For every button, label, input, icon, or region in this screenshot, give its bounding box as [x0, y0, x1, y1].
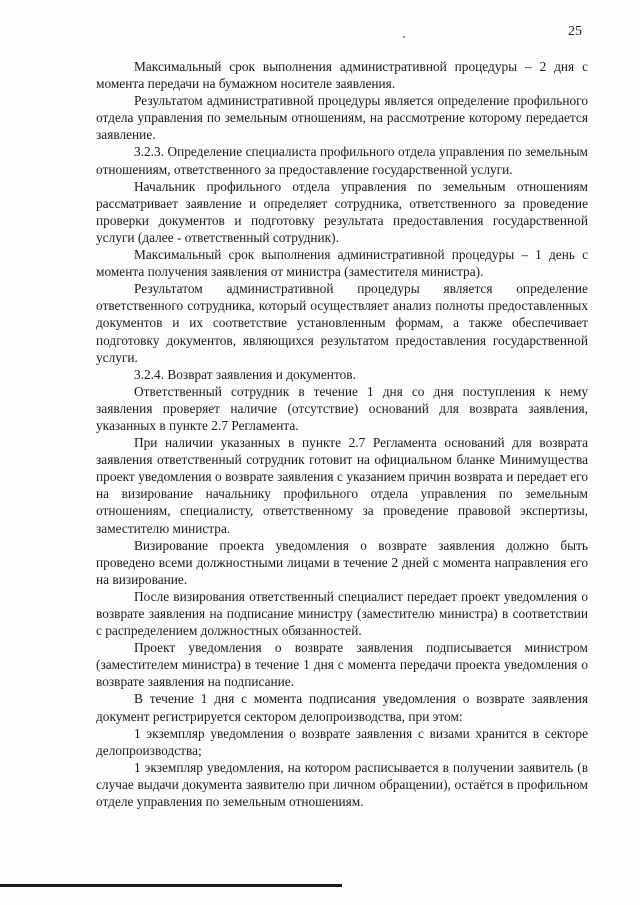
paragraph-4: Начальник профильного отдела управления по земельным отношениям рассматривает заявление и определяет сотрудника, ответственного за проведение проверки документов и подготовку результата предоставления государственной услуги (далее - ответственный сотрудник). — [96, 178, 588, 245]
paragraph-8: Ответственный сотрудник в течение 1 дня со дня поступления к нему заявления проверяет наличие (отсутствие) оснований для возврата заявления, указанных в пункте 2.7 Регламента. — [96, 383, 588, 433]
section-heading-3-2-3: 3.2.3. Определение специалиста профильного отдела управления по земельным отношениям, ответственного за предоставление государственной услуги. — [96, 144, 588, 177]
bottom-rule — [0, 884, 342, 887]
document-body — [96, 58, 588, 810]
paragraph-12: Проект уведомления о возврате заявления подписывается министром (заместителем министра) в течение 1 дня с момента передачи проекта уведомления о возврате заявления на подписание. — [96, 640, 588, 690]
paragraph-1: Максимальный срок выполнения административной процедуры – 2 дня с момента передачи на бумажном носителе заявления. — [96, 59, 588, 92]
paragraph-9: При наличии указанных в пункте 2.7 Регламента оснований для возврата заявления ответственный сотрудник готовит на официальном бланке Минимущества проект уведомления о возврате заявления с указанием причин возврата и передает его на визирование начальнику профильного отдела управления по земельным отношениям, специалисту, ответственному за проведение правовой экспертизы, заместителю министра. — [96, 435, 588, 536]
paragraph-6: Результатом административной процедуры является определение ответственного сотрудника, который осуществляет анализ полноты предоставленных документов и их соответствие установленным формам, а также обеспечивает подготовку документов, являющихся результатом предоставления государственной услуги. — [96, 281, 588, 365]
page-number: 25 — [568, 24, 582, 39]
paragraph-2: Результатом административной процедуры является определение профильного отдела управления по земельным отношениям, на рассмотрение которому передается заявление. — [96, 93, 588, 143]
paragraph-13: В течение 1 дня с момента подписания уведомления о возврате заявления документ регистрируется сектором делопроизводства, при этом: — [96, 691, 588, 724]
section-heading-3-2-4: 3.2.4. Возврат заявления и документов. — [134, 366, 356, 382]
scan-speck — [403, 36, 405, 38]
paragraph-11: После визирования ответственный специалист передает проект уведомления о возврате заявления на подписание министру (заместителю министра) в соответствии с распределением должностных обязанностей. — [96, 588, 588, 639]
paragraph-14: 1 экземпляр уведомления о возврате заявления с визами хранится в секторе делопроизводства; — [96, 725, 588, 758]
paragraph-5: Максимальный срок выполнения административной процедуры – 1 день с момента получения заявления от министра (заместителя министра). — [96, 247, 588, 280]
paragraph-15: 1 экземпляр уведомления, на котором расписывается в получении заявитель (в случае выдачи документа заявителю при личном обращении), остаётся в профильном отделе управления по земельным отношениям. — [96, 759, 588, 810]
paragraph-10: Визирование проекта уведомления о возврате заявления должно быть проведено всеми должностными лицами в течение 2 дней с момента направления его на визирование. — [96, 537, 588, 587]
